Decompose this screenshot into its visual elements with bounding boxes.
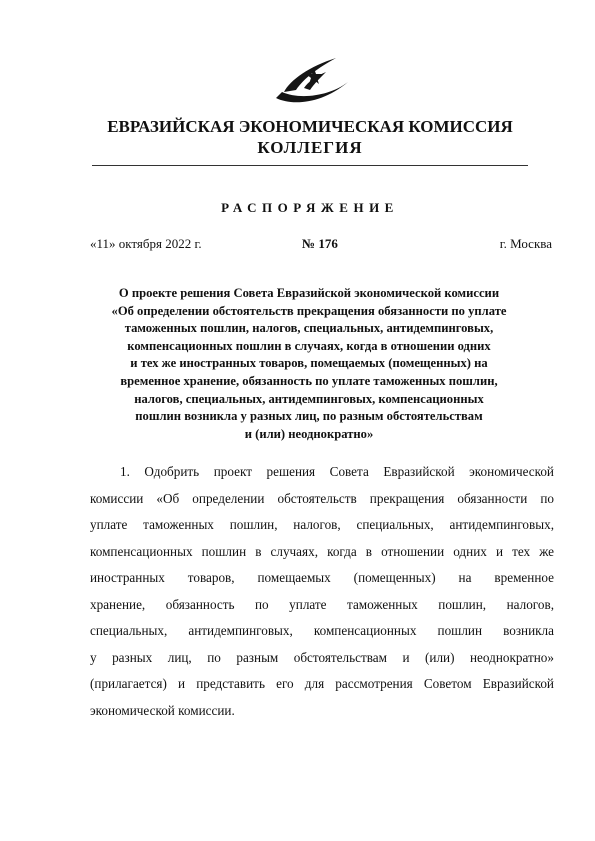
title-line: и тех же иностранных товаров, помещаемых (помещенных) на bbox=[130, 356, 488, 371]
title-line: налогов, специальных, антидемпинговых, компенсационных bbox=[134, 391, 484, 406]
body-line: иностранных товаров, помещаемых (помещенных) на временное bbox=[90, 570, 554, 585]
document-title bbox=[72, 285, 546, 443]
title-line: таможенных пошлин, налогов, специальных, антидемпинговых, bbox=[124, 321, 494, 336]
body-line: хранение, обязанность по уплате таможенных пошлин, налогов, bbox=[90, 596, 554, 612]
body-line: у разных лиц, по разным обстоятельствам и (или) неоднократно» bbox=[90, 649, 554, 665]
body-line: уплате таможенных пошлин, налогов, специальных, антидемпинговых, bbox=[90, 517, 554, 532]
document-city: г. Москва bbox=[499, 236, 552, 251]
header-divider bbox=[92, 165, 528, 166]
document-meta bbox=[90, 236, 552, 254]
title-line: временное хранение, обязанность по уплате таможенных пошлин, bbox=[120, 373, 498, 388]
body-line: компенсационных пошлин в случаях, когда в отношении одних и тех же bbox=[90, 543, 554, 559]
body-line: специальных, антидемпинговых, компенсационных пошлин возникла bbox=[90, 623, 554, 638]
eec-emblem-icon bbox=[270, 52, 352, 110]
document-date: «11» октября 2022 г. bbox=[90, 236, 202, 251]
document-type: РАСПОРЯЖЕНИЕ bbox=[221, 200, 399, 215]
title-line: пошлин возникла у разных лиц, по разным обстоятельствам bbox=[135, 409, 483, 424]
body-line: 1. Одобрить проект решения Совета Евразийской экономической bbox=[120, 464, 554, 479]
body-line: (прилагается) и представить его для рассмотрения Советом Евразийской bbox=[90, 676, 554, 691]
organization-name: ЕВРАЗИЙСКАЯ ЭКОНОМИЧЕСКАЯ КОМИССИЯ bbox=[107, 117, 513, 136]
title-line: «Об определении обстоятельств прекращения обязанности по уплате bbox=[111, 303, 507, 318]
title-line: компенсационных пошлин в случаях, когда в отношении одних bbox=[127, 338, 491, 353]
organization-body: КОЛЛЕГИЯ bbox=[257, 138, 363, 157]
title-line: О проекте решения Совета Евразийской экономической комиссии bbox=[118, 286, 500, 300]
body-line: экономической комиссии. bbox=[90, 702, 235, 718]
document-number: № 176 bbox=[302, 236, 338, 251]
body-line: комиссии «Об определении обстоятельств прекращения обязанности по bbox=[90, 490, 554, 506]
document-body bbox=[90, 459, 554, 724]
title-line: и (или) неоднократно» bbox=[244, 426, 374, 441]
